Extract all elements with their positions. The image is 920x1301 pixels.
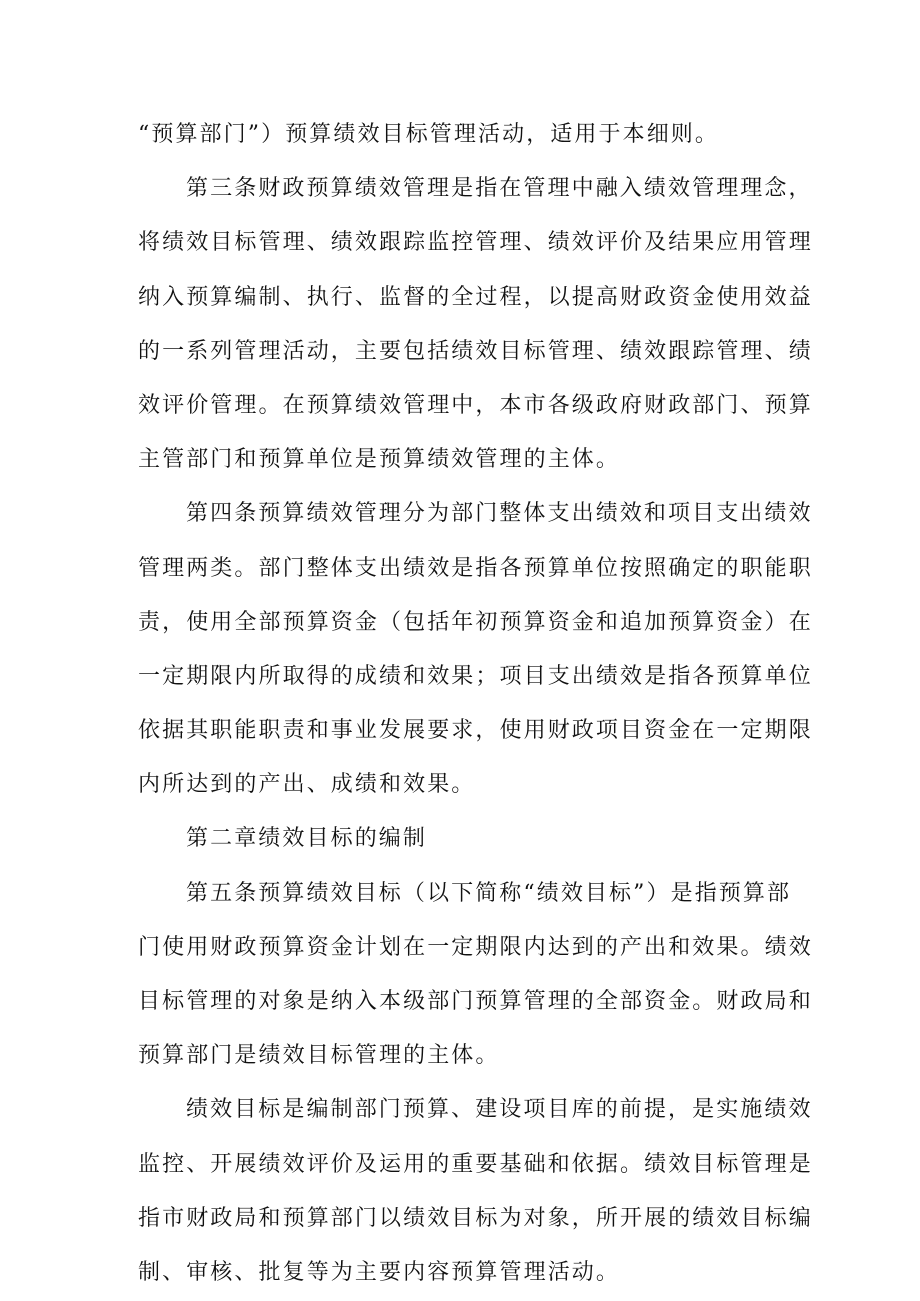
text-line: 指市财政局和预算部门以绩效目标为对象，所开展的绩效目标编 [138, 1205, 813, 1231]
text-line: 目标管理的对象是纳入本级部门预算管理的全部资金。财政局和 [138, 989, 813, 1014]
text-line: 内所达到的产出、成绩和效果。 [138, 772, 476, 798]
text-line: 效评价管理。在预算绩效管理中，本市各级政府财政部门、预算 [138, 392, 813, 418]
text-line: 的一系列管理活动，主要包括绩效目标管理、绩效跟踪管理、绩 [138, 338, 813, 364]
text-line: 主管部门和预算单位是预算绩效管理的主体。 [138, 447, 621, 473]
text-line: 一定期限内所取得的成绩和效果；项目支出绩效是指各预算单位 [138, 663, 813, 689]
text-line: 纳入预算编制、执行、监督的全过程，以提高财政资金使用效益 [138, 284, 813, 310]
text-line: 制、审核、批复等为主要内容预算管理活动。 [138, 1259, 621, 1285]
text-line: 管理两类。部门整体支出绩效是指各预算单位按照确定的职能职 [138, 555, 813, 581]
text-line: 监控、开展绩效评价及运用的重要基础和依据。绩效目标管理是 [138, 1151, 813, 1177]
chapter-heading: 第二章绩效目标的编制 [186, 826, 428, 852]
text-line: 第五条预算绩效目标（以下简称“绩效目标”）是指预算部 [186, 880, 792, 906]
text-line: 门使用财政预算资金计划在一定期限内达到的产出和效果。绩效 [138, 934, 813, 960]
text-line: 依据其职能职责和事业发展要求，使用财政项目资金在一定期限 [138, 718, 813, 744]
text-line: 将绩效目标管理、绩效跟踪监控管理、绩效评价及结果应用管理 [138, 230, 813, 256]
text-line: 责，使用全部预算资金（包括年初预算资金和追加预算资金）在 [138, 609, 813, 635]
text-line: 预算部门是绩效目标管理的主体。 [138, 1043, 500, 1069]
text-line: “预算部门”）预算绩效目标管理活动，适用于本细则。 [138, 122, 719, 147]
text-line: 绩效目标是编制部门预算、建设项目库的前提，是实施绩效 [186, 1097, 813, 1123]
text-line: 第四条预算绩效管理分为部门整体支出绩效和项目支出绩效 [186, 501, 813, 527]
document-page [138, 108, 813, 1300]
text-line: 第三条财政预算绩效管理是指在管理中融入绩效管理理念， [186, 176, 813, 202]
